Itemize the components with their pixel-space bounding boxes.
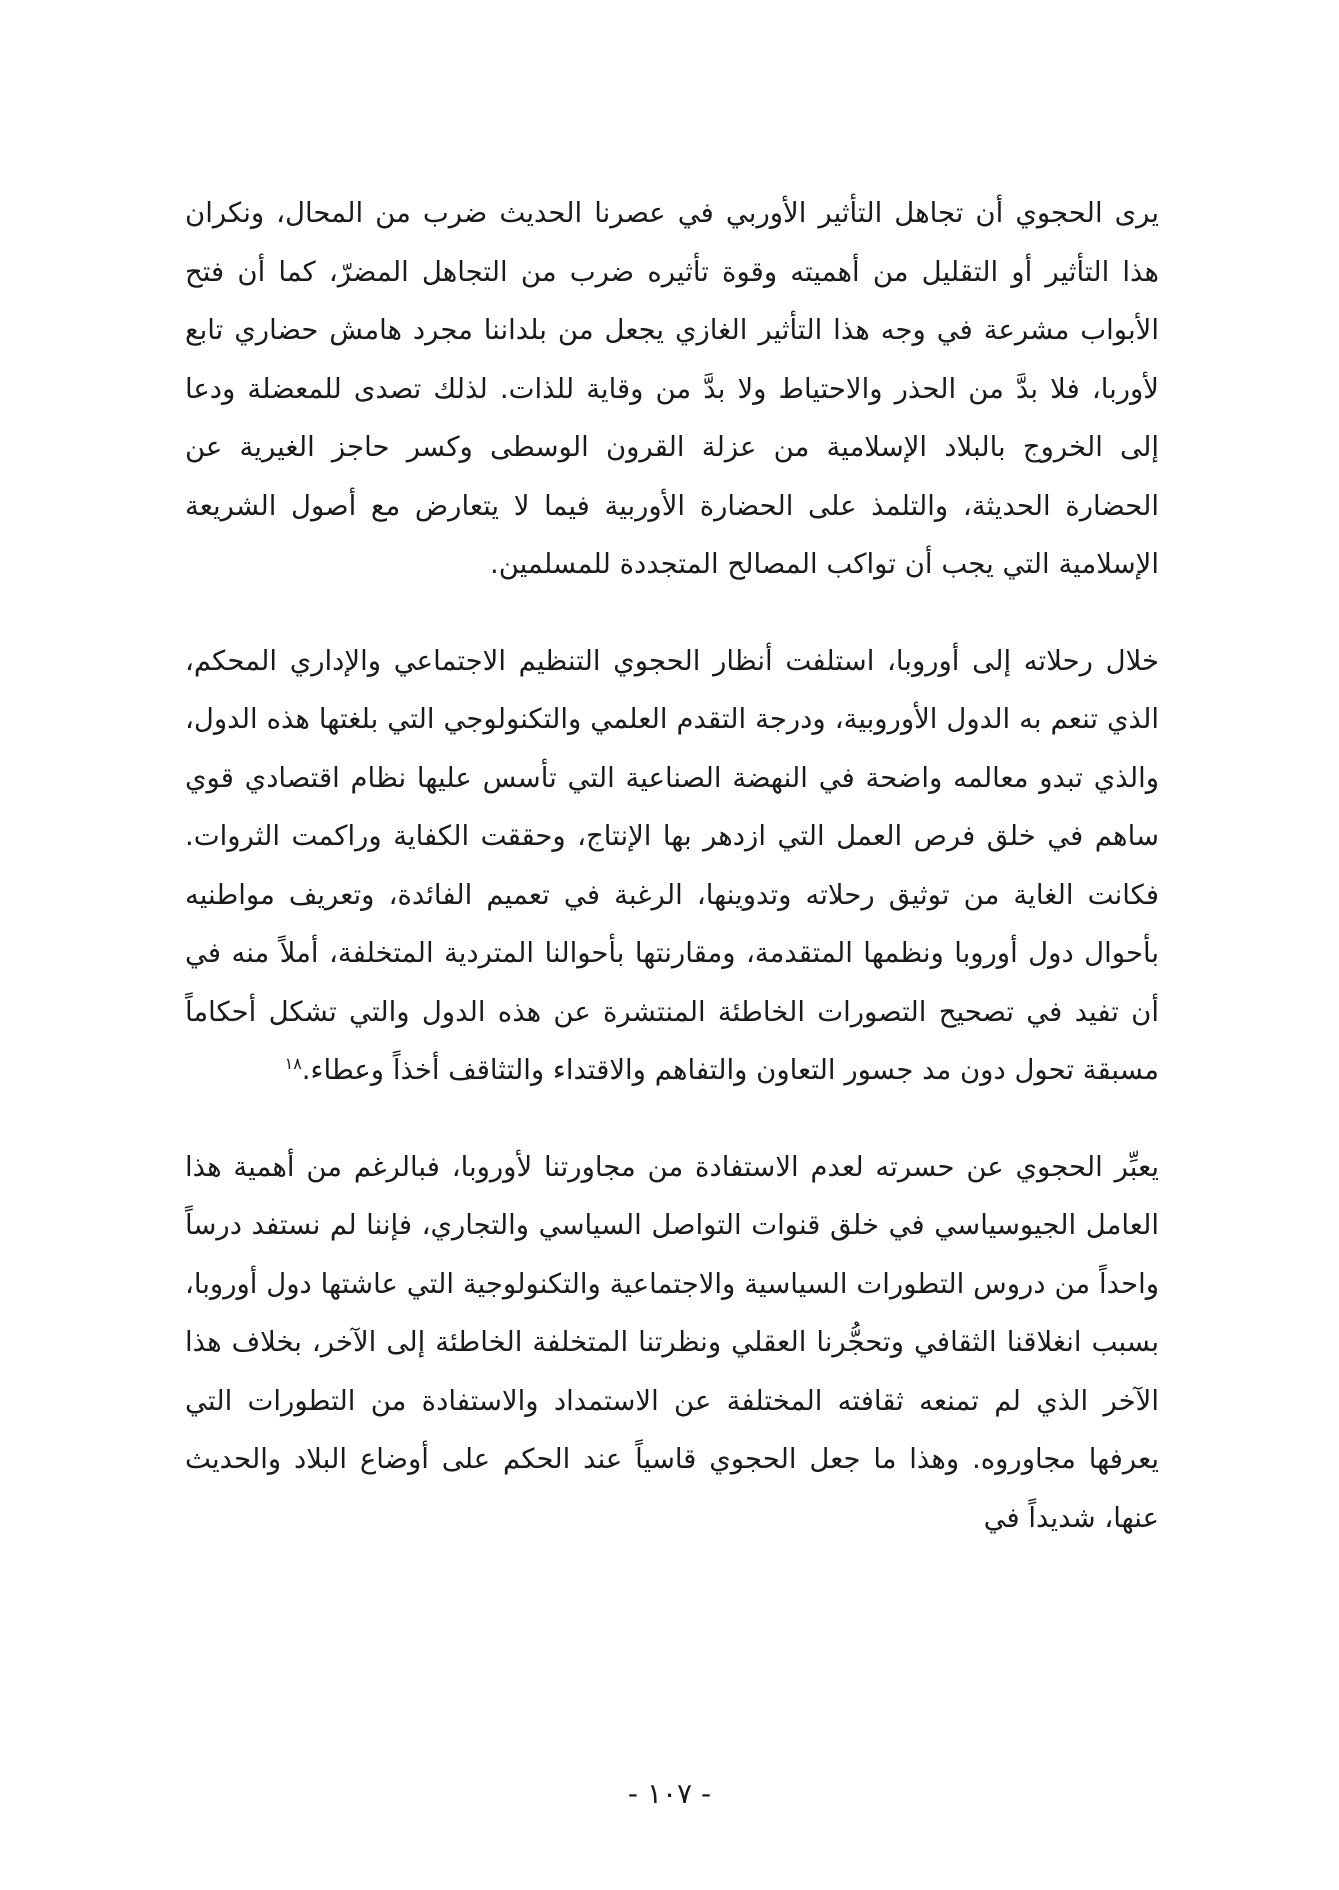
paragraph-1: يرى الحجوي أن تجاهل التأثير الأوربي في عصرنا الحديث ضرب من المحال، ونكران هذا التأثير أو التقليل من أهميته وقوة تأثيره ضرب من التجاهل المضرّ، كما أن فتح الأبواب مشرعة في وجه هذا التأثير الغازي يجعل من بلداننا مجرد هامش حضاري تابع لأوربا، فلا بدَّ من الحذر والاحتياط ولا بدَّ من وقاية للذات. لذلك تصدى للمعضلة ودعا إلى الخروج بالبلاد الإسلامية من عزلة القرون الوسطى وكسر حاجز الغيرية عن الحضارة الحديثة، والتلمذ على الحضارة الأوربية فيما لا يتعارض مع أصول الشريعة الإسلامية التي يجب أن تواكب المصالح المتجددة للمسلمين. (185, 197, 1159, 580)
paragraph-3: يعبِّر الحجوي عن حسرته لعدم الاستفادة من مجاورتنا لأوروبا، فبالرغم من أهمية هذا العامل الجيوسياسي في خلق قنوات التواصل السياسي والتجاري، فإننا لم نستفد درساً واحداً من دروس التطورات السياسية والاجتماعية والتكنولوجية التي عاشتها دول أوروبا، بسبب انغلاقنا الثقافي وتحجُّرنا العقلي ونظرتنا المتخلفة الخاطئة إلى الآخر، بخلاف هذا الآخر الذي لم تمنعه ثقافته المختلفة عن الاستمداد والاستفادة من التطورات التي يعرفها مجاوروه. وهذا ما جعل الحجوي قاسياً عند الحكم على أوضاع البلاد والحديث عنها، شديداً في (185, 1150, 1159, 1534)
body-text (185, 184, 1159, 1547)
footnote-reference: ١٨ (284, 1053, 302, 1073)
paragraph-2 (185, 632, 1159, 1100)
paragraph-2-text: خلال رحلاته إلى أوروبا، استلفت أنظار الحجوي التنظيم الاجتماعي والإداري المحكم، الذي تنعم به الدول الأوروبية، ودرجة التقدم العلمي والتكنولوجي التي بلغتها هذه الدول، والذي تبدو معالمه واضحة في النهضة الصناعية التي تأسس عليها نظام اقتصادي قوي ساهم في خلق فرص العمل التي ازدهر بها الإنتاج، وحققت الكفاية وراكمت الثروات. فكانت الغاية من توثيق رحلاته وتدوينها، الرغبة في تعميم الفائدة، وتعريف مواطنيه بأحوال دول أوروبا ونظمها المتقدمة، ومقارنتها بأحوالنا المتردية المتخلفة، أملاً منه في أن تفيد في تصحيح التصورات الخاطئة المنتشرة عن هذه الدول والتي تشكل أحكاماً مسبقة تحول دون مد جسور التعاون والتفاهم والاقتداء والتثاقف أخذاً وعطاء. (185, 644, 1159, 1086)
page-number: - ١٠٧ - (627, 1777, 712, 1810)
